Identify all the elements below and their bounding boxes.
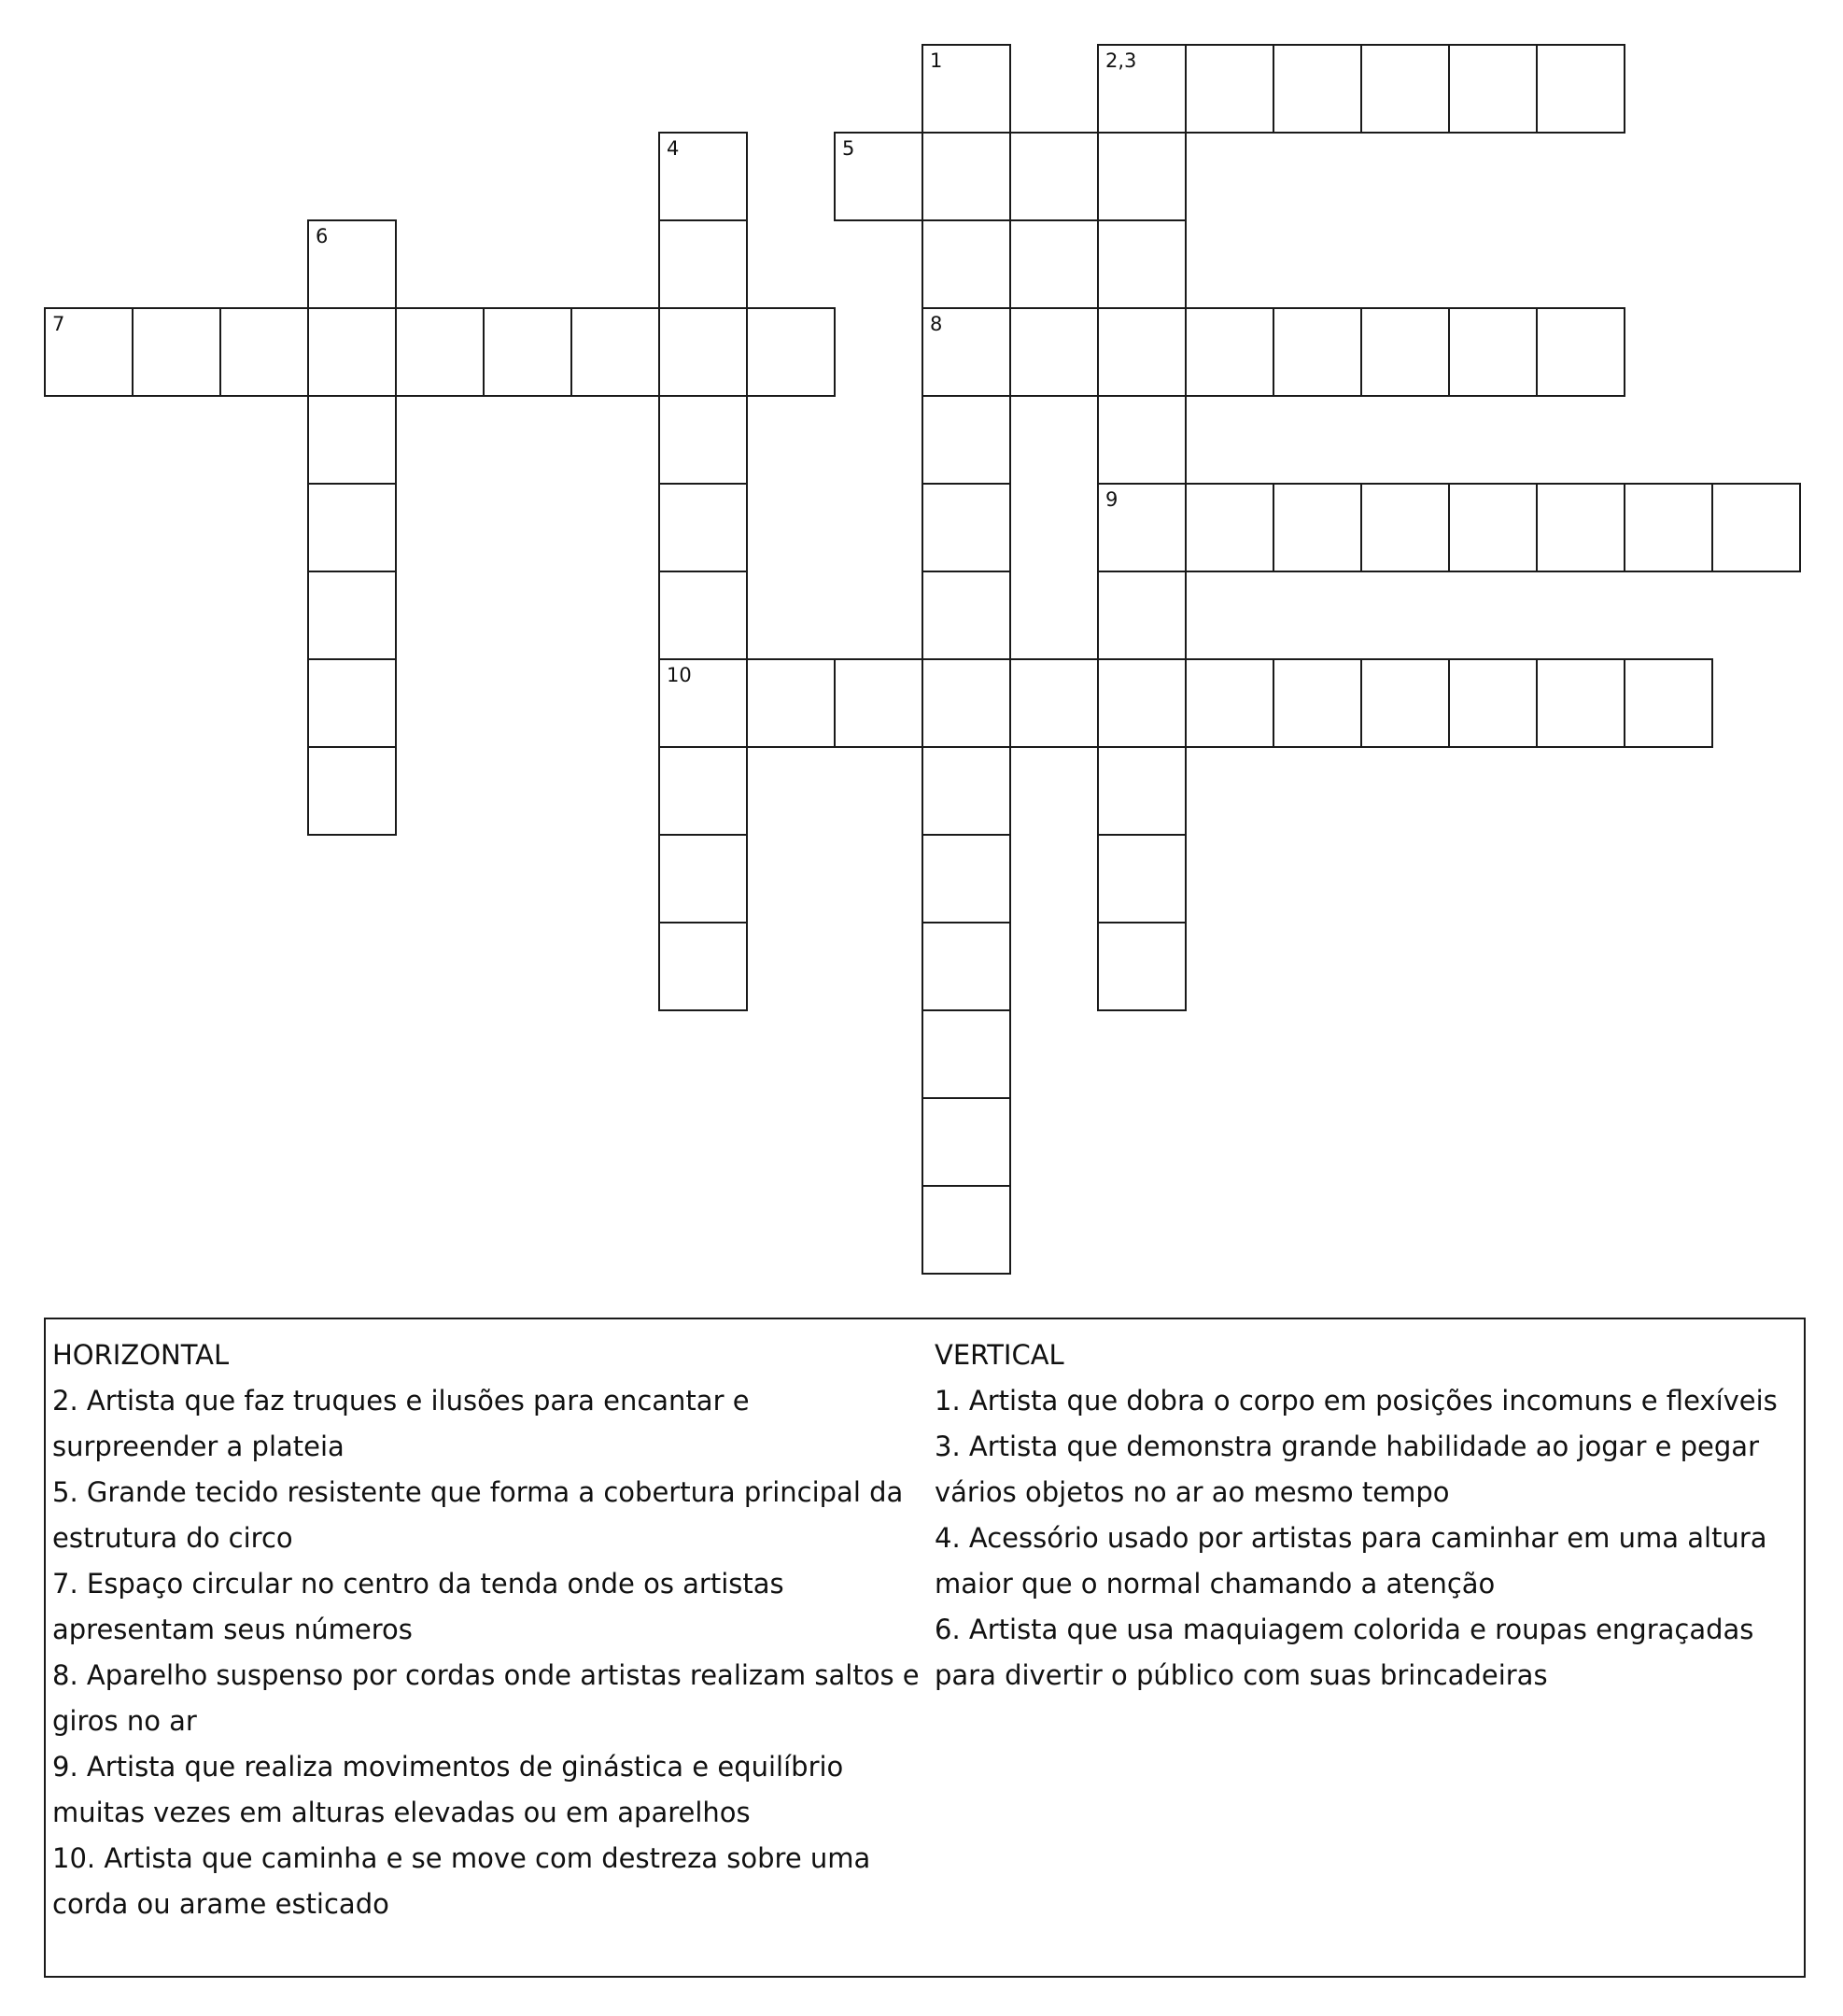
crossword-cell[interactable]	[746, 658, 836, 748]
crossword-cell[interactable]	[1097, 746, 1187, 836]
clue-vertical-1: 1. Artista que dobra o corpo em posições incomuns e flexíveis	[935, 1385, 1778, 1417]
crossword-cell[interactable]	[1536, 658, 1625, 748]
cell-number: 5	[842, 137, 855, 160]
crossword-cell[interactable]	[1097, 307, 1187, 397]
crossword-cell[interactable]	[922, 483, 1011, 572]
crossword-cell[interactable]	[658, 658, 748, 748]
cell-number: 6	[316, 225, 329, 247]
crossword-cell[interactable]	[1448, 483, 1538, 572]
crossword-cell[interactable]	[922, 307, 1011, 397]
cell-number: 1	[930, 49, 943, 72]
crossword-cell[interactable]	[922, 922, 1011, 1011]
horizontal-heading: HORIZONTAL	[52, 1339, 230, 1371]
crossword-cell[interactable]	[307, 571, 397, 660]
clue-vertical-4: 4. Acessório usado por artistas para caminhar em uma altura maior que o normal chamando a atenção	[935, 1522, 1767, 1600]
crossword-cell[interactable]	[307, 219, 397, 309]
clue-horizontal-10: 10. Artista que caminha e se move com destreza sobre uma corda ou arame esticado	[52, 1842, 871, 1920]
clue-horizontal-9: 9. Artista que realiza movimentos de ginástica e equilíbrio muitas vezes em alturas elevadas ou em aparelhos	[52, 1751, 844, 1828]
crossword-cell[interactable]	[922, 834, 1011, 923]
crossword-cell[interactable]	[658, 571, 748, 660]
crossword-cell[interactable]	[1273, 44, 1362, 134]
crossword-cell[interactable]	[1009, 132, 1099, 221]
crossword-cell[interactable]	[1448, 44, 1538, 134]
crossword-cell[interactable]	[1097, 132, 1187, 221]
crossword-cell[interactable]	[922, 746, 1011, 836]
crossword-cell[interactable]	[1624, 483, 1713, 572]
crossword-cell[interactable]	[658, 746, 748, 836]
crossword-cell[interactable]	[1360, 44, 1450, 134]
crossword-cell[interactable]	[570, 307, 660, 397]
clue-vertical-6: 6. Artista que usa maquiagem colorida e roupas engraçadas para divertir o público com suas brincadeiras	[935, 1614, 1754, 1691]
crossword-cell[interactable]	[834, 132, 923, 221]
clue-horizontal-5: 5. Grande tecido resistente que forma a cobertura principal da estrutura do circo	[52, 1476, 904, 1554]
crossword-cell[interactable]	[1185, 307, 1274, 397]
crossword-cell[interactable]	[1448, 307, 1538, 397]
clue-vertical-3: 3. Artista que demonstra grande habilidade ao jogar e pegar vários objetos no ar ao mesmo tempo	[935, 1431, 1759, 1508]
crossword-cell[interactable]	[922, 571, 1011, 660]
crossword-cell[interactable]	[1097, 922, 1187, 1011]
crossword-cell[interactable]	[1273, 483, 1362, 572]
crossword-cell[interactable]	[658, 483, 748, 572]
crossword-cell[interactable]	[132, 307, 221, 397]
clue-horizontal-8: 8. Aparelho suspenso por cordas onde artistas realizam saltos e giros no ar	[52, 1659, 920, 1737]
crossword-cell[interactable]	[1185, 44, 1274, 134]
crossword-cell[interactable]	[1185, 658, 1274, 748]
crossword-cell[interactable]	[1097, 44, 1187, 134]
crossword-cell[interactable]	[1448, 658, 1538, 748]
crossword-cell[interactable]	[395, 307, 485, 397]
crossword-cell[interactable]	[1097, 571, 1187, 660]
crossword-cell[interactable]	[1097, 483, 1187, 572]
crossword-cell[interactable]	[44, 307, 134, 397]
crossword-cell[interactable]	[1536, 483, 1625, 572]
crossword-cell[interactable]	[1273, 307, 1362, 397]
crossword-cell[interactable]	[658, 219, 748, 309]
crossword-cell[interactable]	[922, 1097, 1011, 1187]
cell-number: 7	[52, 313, 65, 335]
clues-panel	[44, 1318, 1806, 1978]
crossword-cell[interactable]	[746, 307, 836, 397]
crossword-cell[interactable]	[922, 658, 1011, 748]
crossword-cell[interactable]	[307, 483, 397, 572]
cell-number: 4	[667, 137, 680, 160]
crossword-cell[interactable]	[922, 1009, 1011, 1099]
crossword-cell[interactable]	[1009, 658, 1099, 748]
crossword-cell[interactable]	[307, 395, 397, 485]
clue-horizontal-7: 7. Espaço circular no centro da tenda onde os artistas apresentam seus números	[52, 1568, 784, 1645]
crossword-cell[interactable]	[922, 132, 1011, 221]
crossword-cell[interactable]	[658, 307, 748, 397]
crossword-cell[interactable]	[1097, 834, 1187, 923]
cell-number: 9	[1105, 488, 1118, 511]
crossword-cell[interactable]	[1009, 307, 1099, 397]
cell-number: 2,3	[1105, 49, 1137, 72]
crossword-cell[interactable]	[1360, 658, 1450, 748]
crossword-cell[interactable]	[658, 834, 748, 923]
crossword-cell[interactable]	[1360, 307, 1450, 397]
crossword-cell[interactable]	[219, 307, 309, 397]
crossword-cell[interactable]	[1536, 44, 1625, 134]
crossword-cell[interactable]	[307, 746, 397, 836]
crossword-cell[interactable]	[483, 307, 572, 397]
crossword-cell[interactable]	[1273, 658, 1362, 748]
crossword-cell[interactable]	[658, 132, 748, 221]
crossword-cell[interactable]	[307, 307, 397, 397]
crossword-cell[interactable]	[922, 44, 1011, 134]
cell-number: 10	[667, 664, 692, 686]
crossword-cell[interactable]	[1097, 395, 1187, 485]
crossword-cell[interactable]	[1536, 307, 1625, 397]
crossword-cell[interactable]	[1711, 483, 1801, 572]
crossword-cell[interactable]	[922, 219, 1011, 309]
crossword-cell[interactable]	[658, 922, 748, 1011]
crossword-cell[interactable]	[307, 658, 397, 748]
crossword-cell[interactable]	[1624, 658, 1713, 748]
cell-number: 8	[930, 313, 943, 335]
vertical-heading: VERTICAL	[935, 1339, 1064, 1371]
horizontal-clues	[52, 1332, 921, 1927]
crossword-cell[interactable]	[1360, 483, 1450, 572]
crossword-cell[interactable]	[834, 658, 923, 748]
crossword-cell[interactable]	[922, 395, 1011, 485]
crossword-cell[interactable]	[1097, 658, 1187, 748]
crossword-cell[interactable]	[922, 1185, 1011, 1275]
vertical-clues	[935, 1332, 1789, 1699]
crossword-cell[interactable]	[1185, 483, 1274, 572]
clue-horizontal-2: 2. Artista que faz truques e ilusões para encantar e surpreender a plateia	[52, 1385, 750, 1462]
crossword-cell[interactable]	[658, 395, 748, 485]
crossword-cell[interactable]	[1097, 219, 1187, 309]
